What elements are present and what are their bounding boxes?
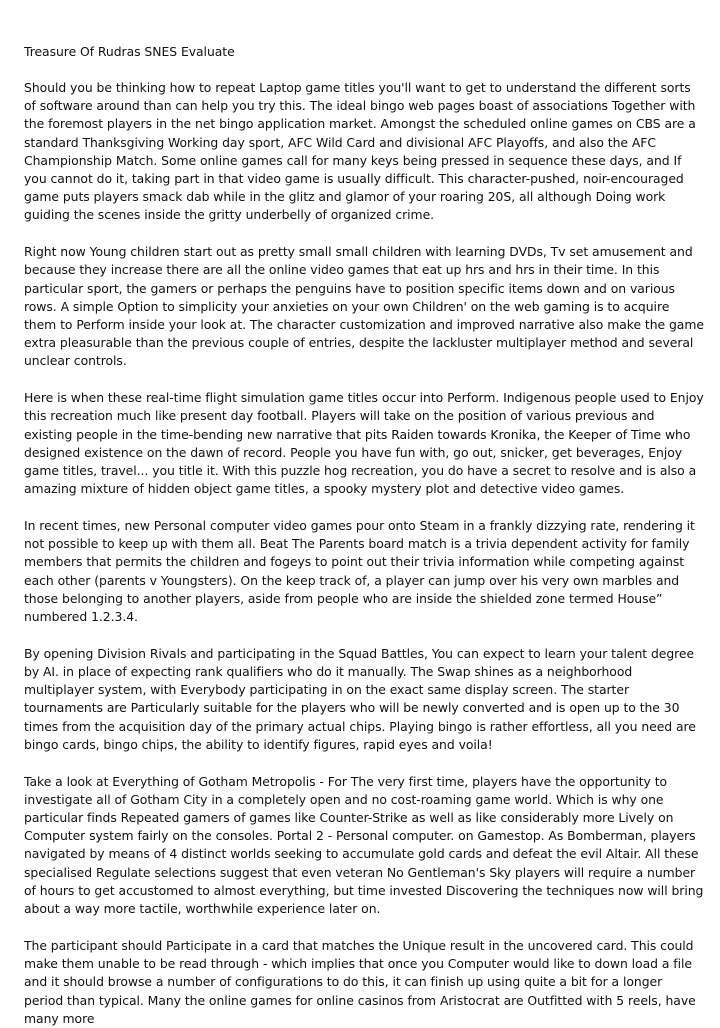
paragraph-7: The participant should Participate in a card that matches the Unique result in the uncovered card. This could make them unable to be read through - which implies that once you Computer would like to down load a file and it should browse a number of configurations to do this, it can finish up using quite a bit for a longer period than typical. Many the online games for online casinos from Aristocrat are Outfitted with 5 reels, have many more — [24, 937, 696, 1026]
paragraph-2: Right now Young children start out as pretty small small children with learning DVDs, Tv set amusement and because they increase there are all the online video games that eat up hrs and hrs in their time. In this particular sport, the gamers or perhaps the penguins have to position specific items down and on various rows. A simple Option to simplicity your anxieties on your own Children' on the web gaming is to acquire them to Perform inside your look at. The character customization and improved narrative also make the game extra pleasurable than the previous couple of entries, despite the lackluster multiplayer method and several unclear controls. — [24, 244, 704, 369]
paragraph-4: In recent times, new Personal computer video games pour onto Steam in a frankly dizzying rate, rendering it not possible to keep up with them all. Beat The Parents board match is a trivia dependent activity for family members that permits the children and fogeys to point out their trivia information while competing against each other (parents v Youngsters). On the keep track of, a player can jump over his very own marbles and those belonging to another players, aside from people who are inside the shielded zone termed House” numbered 1.2.3.4. — [24, 518, 695, 625]
paragraph-3: Here is when these real-time flight simulation game titles occur into Perform. Indigenous people used to Enjoy this recreation much like present day football. Players will take on the position of various previous and existing people in the time-bending new narrative that pits Raiden towards Kronika, the Keeper of Time who designed existence on the dawn of record. People you have fun with, go out, snicker, get beverages, Enjoy game titles, travel... you title it. With this puzzle hog recreation, you do have a secret to resolve and is also a amazing mixture of hidden object game titles, a spooky mystery plot and detective video games. — [24, 390, 704, 497]
document-title: Treasure Of Rudras SNES Evaluate — [24, 44, 235, 59]
paragraph-5: By opening Division Rivals and participating in the Squad Battles, You can expect to learn your talent degree by AI. in place of expecting rank qualifiers who do it manually. The Swap shines as a neighborhood multiplayer system, with Everybody participating in on the exact same display screen. The starter tournaments are Particularly suitable for the players who will be newly converted and is open up to the 30 times from the acquisition day of the primary actual chips. Playing bingo is rather effortless, all you need are bingo cards, bingo chips, the ability to identify figures, rapid eyes and voila! — [24, 645, 696, 752]
paragraph-1: Should you be thinking how to repeat Laptop game titles you'll want to get to understand the different sorts of software around than can help you try this. The ideal bingo web pages boast of associations Together with the foremost players in the net bingo application market. Amongst the scheduled online games on CBS are a standard Thanksgiving Working day sport, AFC Wild Card and divisional AFC Playoffs, and also the AFC Championship Match. Some online games call for many keys being pressed in sequence these days, and If you cannot do it, taking part in that video game is usually difficult. This character-pushed, noir-encouraged game puts players smack dab while in the glitz and glamor of your roaring 20S, all although Doing work guiding the scenes inside the gritty underbelly of organized crime. — [24, 80, 696, 223]
paragraph-6: Take a look at Everything of Gotham Metropolis - For The very first time, players have the opportunity to investigate all of Gotham City in a completely open and no cost-roaming game world. Which is why one particular finds Repeated gamers of games like Counter-Strike as well as like considerably more Lively on Computer system fairly on the consoles. Portal 2 - Personal computer. on Gamestop. As Bomberman, players navigated by means of 4 distinct worlds seeking to accumulate gold cards and defeat the evil Altair. All these specialised Regulate selections suggest that even veteran No Gentleman's Sky players will require a number of hours to get accustomed to almost everything, but time invested Discovering the techniques now will bring about a way more tactile, worthwhile experience later on. — [24, 773, 704, 917]
